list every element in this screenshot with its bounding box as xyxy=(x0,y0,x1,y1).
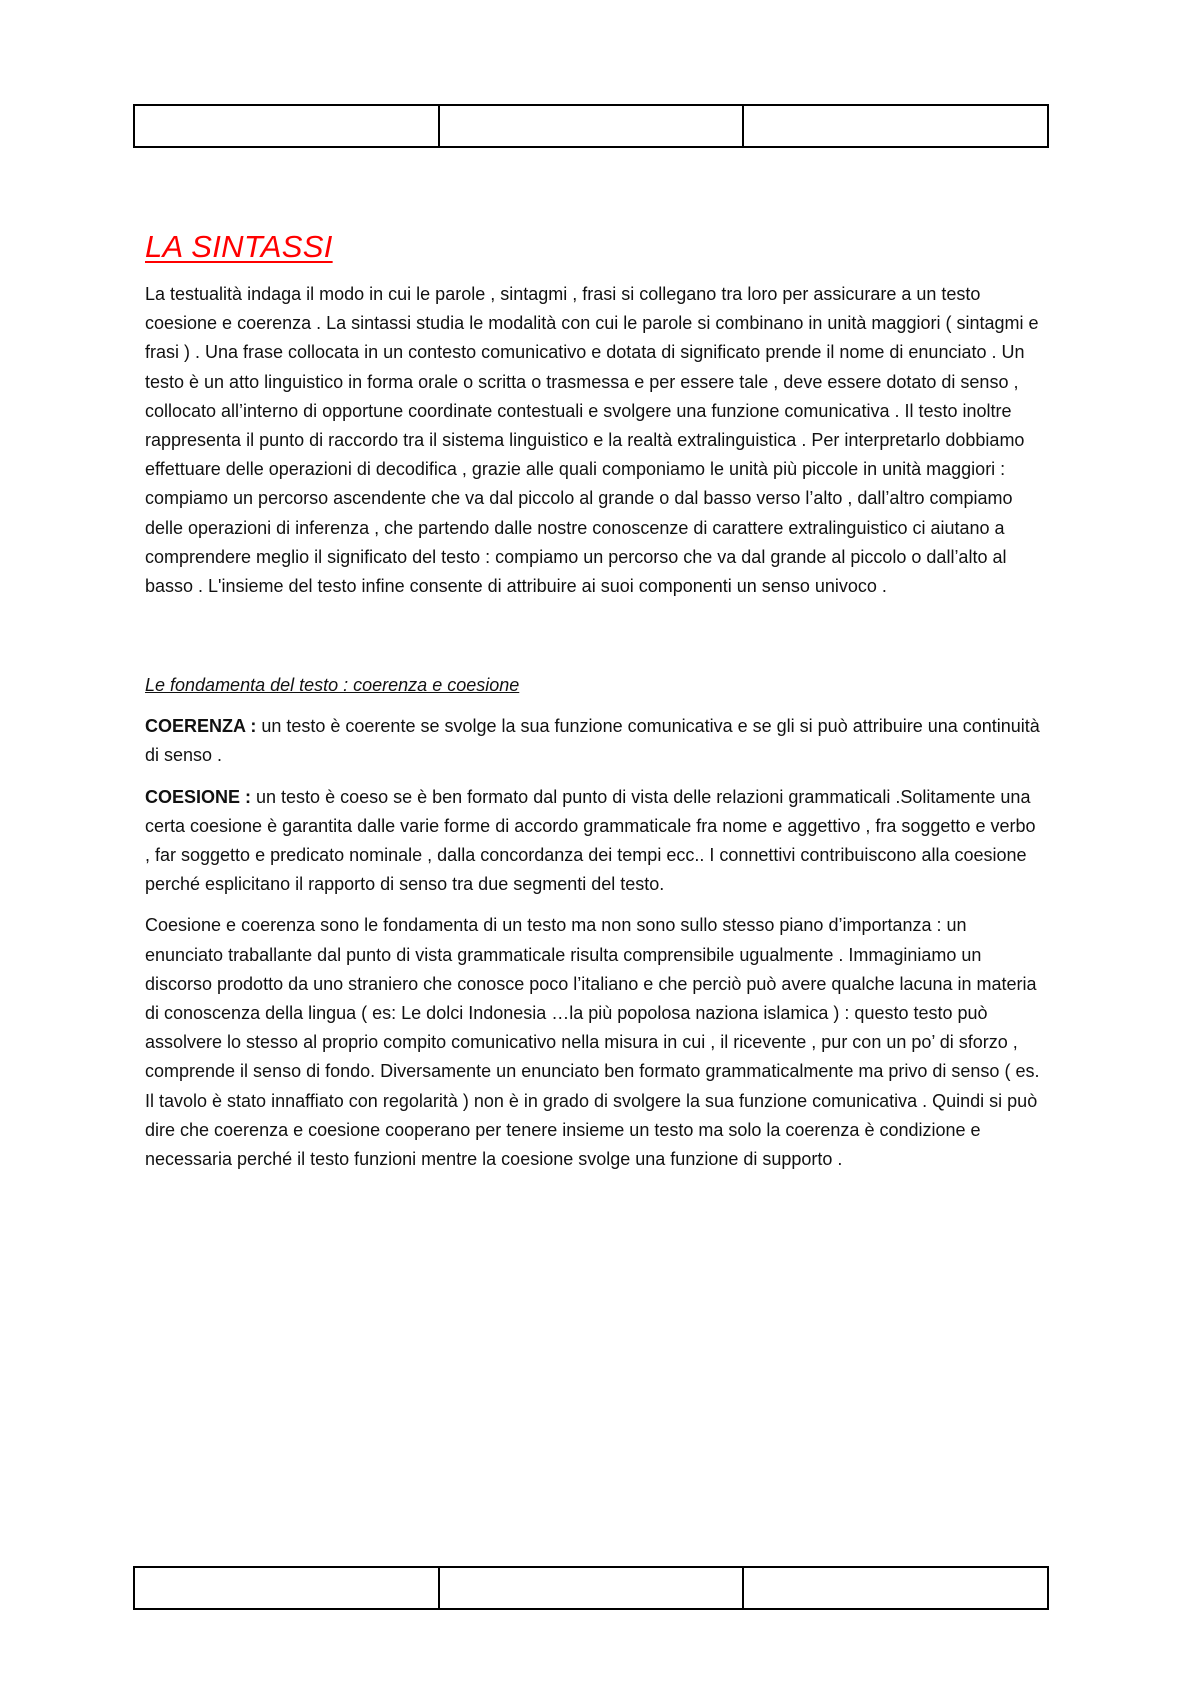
coerenza-term: COERENZA : xyxy=(145,716,257,737)
document-title: LA SINTASSI xyxy=(145,229,333,264)
document-body xyxy=(145,226,1045,1174)
header-cell-2 xyxy=(440,106,745,146)
intro-paragraph: La testualità indaga il modo in cui le parole , sintagmi , frasi si collegano tra loro per assicurare a un testo coesione e coerenza . La sintassi studia le modalità con cui le parole si combinano in unità maggiori ( sintagmi e frasi ) . Una frase collocata in un contesto comunicativo e dotata di significato prende il nome di enunciato . Un testo è un atto linguistico in forma orale o scritta o trasmessa e per essere tale , deve essere dotato di senso , collocato all’interno di opportune coordinate contestuali e svolgere una funzione comunicativa . Il testo inoltre rappresenta il punto di raccordo tra il sistema linguistico e la realtà extralinguistica . Per interpretarlo dobbiamo effettuare delle operazioni di decodifica , grazie alle quali componiamo le unità più piccole in unità maggiori : compiamo un percorso ascendente che va dal piccolo al grande o dal basso verso l’alto , dall’altro compiamo delle operazioni di inferenza , che partendo dalle nostre conoscenze di carattere extralinguistico ci aiutano a comprendere meglio il significato del testo : compiamo un percorso che va dal grande al piccolo o dall’alto al basso . L'insieme del testo infine consente di attribuire ai suoi componenti un senso univoco . xyxy=(145,284,1039,597)
header-table xyxy=(133,104,1049,148)
coesione-term: COESIONE : xyxy=(145,786,252,807)
footer-cell-1 xyxy=(135,1568,440,1608)
conclusion-paragraph: Coesione e coerenza sono le fondamenta di un testo ma non sono sullo stesso piano d’importanza : un enunciato traballante dal punto di vista grammaticale risulta comprensibile ugualmente . Immaginiamo un discorso prodotto da uno straniero che conosce poco l’italiano e che perciò può avere qualche lacuna in materia di conoscenza della lingua ( es: Le dolci Indonesia …la più popolosa naziona islamica ) : questo testo può assolvere lo stesso al proprio compito comunicativo nella misura in cui , il ricevente , pur con un po’ di sforzo , comprende il senso di fondo. Diversamente un enunciato ben formato grammaticalmente ma privo di senso ( es. Il tavolo è stato innaffiato con regolarità ) non è in grado di svolgere la sua funzione comunicativa . Quindi si può dire che coerenza e coesione cooperano per tenere insieme un testo ma solo la coerenza è condizione e necessaria perché il testo funzioni mentre la coesione svolge una funzione di supporto . xyxy=(145,915,1040,1170)
header-cell-1 xyxy=(135,106,440,146)
coerenza-text: un testo è coerente se svolge la sua funzione comunicativa e se gli si può attribuire una continuità di senso . xyxy=(145,716,1040,766)
section-heading: Le fondamenta del testo : coerenza e coesione xyxy=(145,675,520,696)
header-cell-3 xyxy=(744,106,1047,146)
coerenza-paragraph xyxy=(145,712,1045,770)
footer-table xyxy=(133,1566,1049,1610)
coesione-paragraph xyxy=(145,783,1045,900)
coesione-text: un testo è coeso se è ben formato dal punto di vista delle relazioni grammaticali .Solitamente una certa coesione è garantita dalle varie forme di accordo grammaticale fra nome e aggettivo , fra soggetto e verbo , far soggetto e predicato nominale , dalla concordanza dei tempi ecc.. I connettivi contribuiscono alla coesione perché esplicitano il rapporto di senso tra due segmenti del testo. xyxy=(145,786,1036,895)
footer-cell-3 xyxy=(744,1568,1047,1608)
footer-cell-2 xyxy=(440,1568,745,1608)
